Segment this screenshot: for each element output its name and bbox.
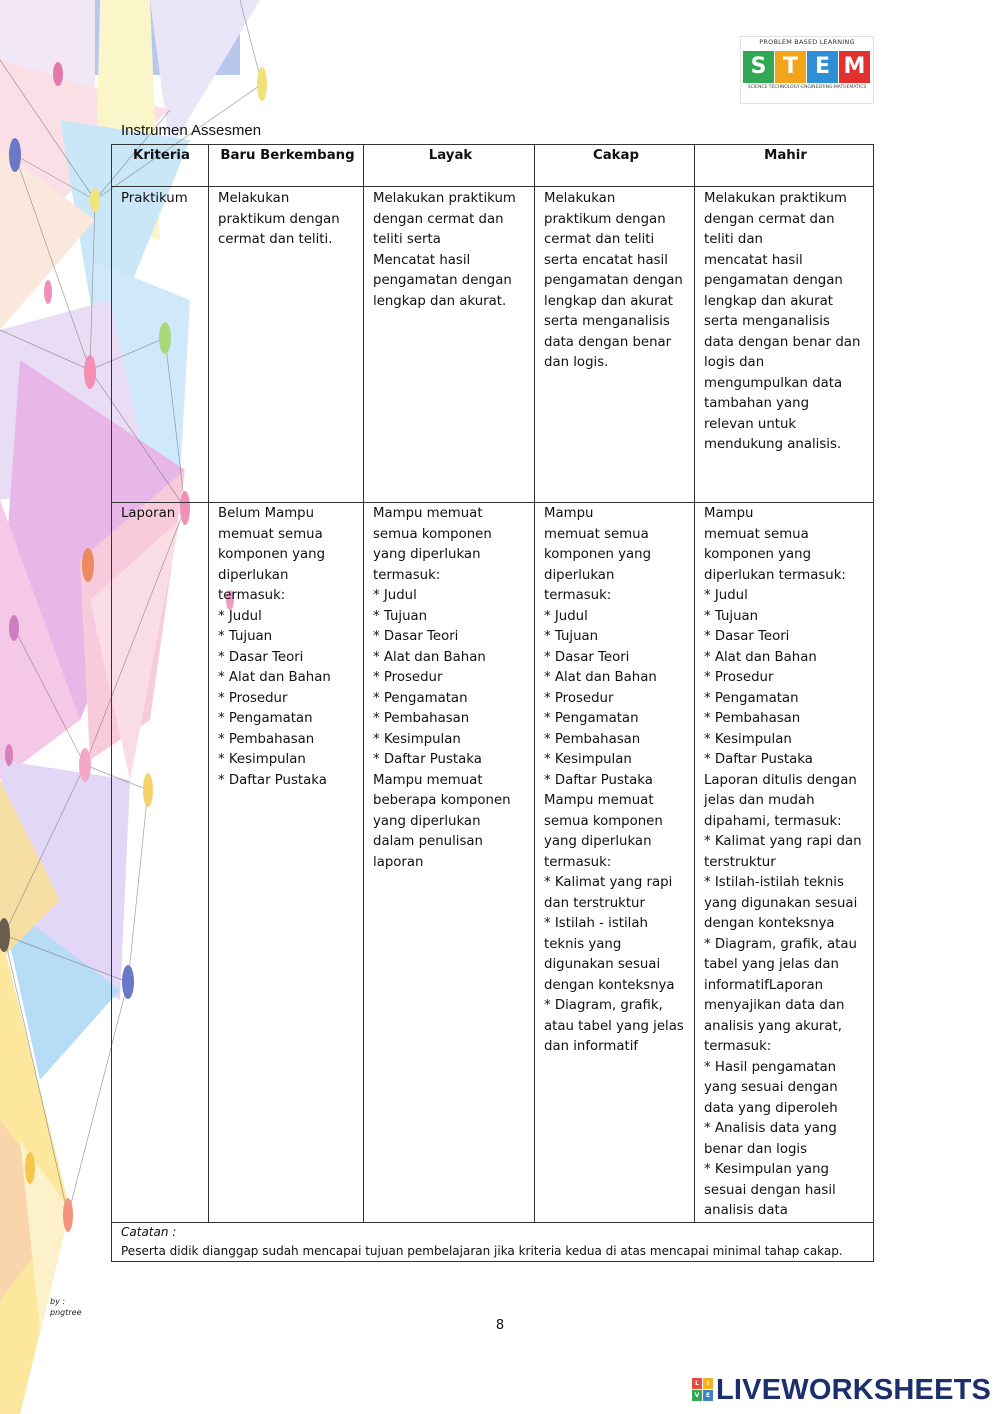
cell-line: * Tujuan xyxy=(704,608,759,624)
page-number: 8 xyxy=(495,1318,505,1333)
cell-line: serta encatat hasil xyxy=(544,252,668,268)
cell-line: memuat semua xyxy=(704,526,809,542)
cell-line: digunakan sesuai xyxy=(544,957,661,972)
cell-line: informatifLaporan xyxy=(704,977,824,993)
cell-line: data dengan benar dan xyxy=(704,334,861,350)
cell-line: * Tujuan xyxy=(218,629,273,644)
cell-line: * Pengamatan xyxy=(373,690,468,706)
cell-line: logis dan xyxy=(704,355,765,370)
cell-line: diperlukan xyxy=(544,567,615,583)
cell-line: data dengan benar xyxy=(544,334,672,350)
cell-line: * Dasar Teori xyxy=(373,629,459,644)
cell-line: menyajikan data dan xyxy=(704,998,845,1013)
cell-line: yang diperlukan xyxy=(373,813,481,829)
cell-line: serta menganalisis xyxy=(704,314,830,329)
cell-line: termasuk: xyxy=(373,567,441,583)
cell-line: komponen yang xyxy=(218,547,326,562)
lw-block-l: L xyxy=(692,1378,702,1389)
logo-subtitle: SCIENCE·TECHNOLOGY·ENGINEERING·MATHEMATICS xyxy=(747,85,867,90)
cell-line: * Judul xyxy=(544,608,588,624)
cell-line: * Daftar Pustaka xyxy=(218,772,327,788)
cell-line: * Judul xyxy=(373,588,417,603)
cell-baru-berkembang xyxy=(209,187,364,503)
header-mahir: Mahir xyxy=(695,145,874,187)
cell-line: diperlukan termasuk: xyxy=(704,567,846,583)
cell-line: Mencatat hasil xyxy=(373,252,471,268)
cell-line: cermat dan teliti. xyxy=(218,232,333,247)
cell-line: benar dan logis xyxy=(704,1141,808,1157)
cell-line: * Kesimpulan xyxy=(704,731,792,747)
cell-baru-berkembang xyxy=(209,503,364,1223)
credit-by: by : xyxy=(50,1297,66,1306)
cell-line: termasuk: xyxy=(704,1039,772,1054)
cell-line: Melakukan xyxy=(544,191,616,206)
cell-line: dipahami, termasuk: xyxy=(704,813,842,829)
image-credit xyxy=(50,1296,82,1318)
cell-line: * Kalimat yang rapi xyxy=(544,875,673,890)
cell-line: yang digunakan sesuai xyxy=(704,895,858,911)
cell-line: termasuk: xyxy=(218,588,286,603)
cell-layak xyxy=(364,503,535,1223)
cell-line: serta menganalisis xyxy=(544,314,670,329)
cell-line: beberapa komponen xyxy=(373,793,511,808)
logo-letter-e: E xyxy=(807,51,838,83)
cell-line: diperlukan xyxy=(218,567,289,583)
cell-line: * Pengamatan xyxy=(704,690,799,706)
cell-line: laporan xyxy=(373,854,424,870)
cell-line: teliti serta xyxy=(373,232,441,247)
note-cell xyxy=(112,1222,874,1261)
cell-line: dengan cermat dan xyxy=(373,211,504,227)
lw-block-i: I xyxy=(703,1378,713,1389)
cell-line: lengkap dan akurat xyxy=(544,293,673,309)
cell-line: * Alat dan Bahan xyxy=(544,670,657,685)
cell-line: termasuk: xyxy=(544,854,612,870)
cell-layak xyxy=(364,187,535,503)
cell-line: yang sesuai dengan xyxy=(704,1080,838,1095)
table-header-row xyxy=(112,145,874,187)
header-cakap: Cakap xyxy=(535,145,695,187)
cell-line: komponen yang xyxy=(544,547,652,562)
cell-line: memuat semua xyxy=(544,526,649,542)
cell-line: Belum Mampu xyxy=(218,506,315,521)
logo-letter-m: M xyxy=(839,51,870,83)
cell-line: atau tabel yang jelas xyxy=(544,1018,684,1034)
cell-line: Laporan ditulis dengan xyxy=(704,772,857,788)
cell-line: tabel yang jelas dan xyxy=(704,957,839,972)
cell-line: * Prosedur xyxy=(218,690,288,706)
cell-line: pengamatan dengan xyxy=(373,273,512,288)
cell-line: yang diperlukan xyxy=(544,834,652,849)
cell-line: analisis data xyxy=(704,1203,788,1218)
cell-line: analisis yang akurat, xyxy=(704,1018,842,1034)
cell-line: * Hasil pengamatan xyxy=(704,1059,837,1075)
cell-line: * Prosedur xyxy=(544,690,614,706)
cell-line: mencatat hasil xyxy=(704,252,803,268)
table-row-laporan xyxy=(112,503,874,1223)
cell-line: * Tujuan xyxy=(373,608,428,624)
logo-top-text: PROBLEM BASED LEARNING xyxy=(759,38,855,46)
cell-line: * Pembahasan xyxy=(373,711,470,726)
cell-line: * Diagram, grafik, xyxy=(544,998,663,1013)
cell-line: Mampu memuat xyxy=(373,506,483,521)
cell-line: * Analisis data yang xyxy=(704,1121,837,1136)
page-heading: Instrumen Assesmen xyxy=(121,122,262,139)
cell-line: praktikum dengan xyxy=(218,211,340,227)
cell-cakap xyxy=(535,187,695,503)
cell-line: sesuai dengan hasil xyxy=(704,1182,836,1198)
cell-line: * Dasar Teori xyxy=(218,649,304,665)
cell-line: * Diagram, grafik, atau xyxy=(704,936,857,952)
cell-line: semua komponen xyxy=(544,813,663,829)
liveworksheets-wordmark: LIVEWORKSHEETS xyxy=(716,1374,992,1406)
cell-line: * Prosedur xyxy=(704,670,774,685)
cell-line: dan informatif xyxy=(544,1039,639,1054)
cell-line: * Judul xyxy=(218,608,262,624)
cell-line: Mampu xyxy=(704,506,754,521)
cell-line: teliti dan xyxy=(704,232,763,247)
cell-line: terstruktur xyxy=(704,854,776,870)
cell-line: * Kesimpulan xyxy=(373,731,461,747)
cell-line: dengan konteksnya xyxy=(704,916,835,931)
cell-line: semua komponen xyxy=(373,526,492,542)
header-layak: Layak xyxy=(364,145,535,187)
cell-line: yang diperlukan xyxy=(373,547,481,562)
cell-line: * Pembahasan xyxy=(544,731,641,747)
cell-line: Melakukan praktikum xyxy=(373,191,516,206)
cell-line: * Istilah-istilah teknis xyxy=(704,875,844,890)
cell-line: pengamatan dengan xyxy=(704,273,843,288)
cell-cakap xyxy=(535,503,695,1223)
cell-line: cermat dan teliti xyxy=(544,232,655,247)
cell-line: * Kesimpulan xyxy=(218,752,306,767)
cell-line: pengamatan dengan xyxy=(544,273,683,288)
cell-line: praktikum dengan xyxy=(544,211,666,227)
cell-line: tambahan yang xyxy=(704,396,810,411)
credit-source: pngtree xyxy=(50,1308,82,1317)
cell-line: * Dasar Teori xyxy=(704,629,790,644)
note-row xyxy=(112,1222,874,1261)
lw-block-e: E xyxy=(703,1390,713,1401)
note-label: Catatan : xyxy=(121,1224,177,1239)
cell-line: * Kalimat yang rapi dan xyxy=(704,834,862,849)
cell-line: Melakukan xyxy=(218,191,290,206)
cell-line: * Dasar Teori xyxy=(544,649,630,665)
logo-tiles xyxy=(743,51,871,83)
cell-line: Mampu xyxy=(544,506,594,521)
cell-line: * Prosedur xyxy=(373,670,443,685)
header-kriteria: Kriteria xyxy=(112,145,209,187)
cell-line: mengumpulkan data xyxy=(704,375,843,391)
cell-line: * Pengamatan xyxy=(544,711,639,726)
cell-line: komponen yang xyxy=(704,547,812,562)
criterion-cell: Laporan xyxy=(112,503,209,1223)
cell-line: mendukung analisis. xyxy=(704,437,842,452)
cell-line: Mampu memuat xyxy=(373,772,483,788)
note-text: Peserta didik dianggap sudah mencapai tujuan pembelajaran jika kriteria kedua di atas mencapai minimal tahap cakap. xyxy=(121,1243,843,1258)
cell-line: teknis yang xyxy=(544,936,622,952)
cell-line: Melakukan praktikum xyxy=(704,191,847,206)
cell-line: jelas dan mudah xyxy=(704,793,815,808)
cell-line: dengan konteksnya xyxy=(544,977,675,993)
cell-line: * Kesimpulan yang xyxy=(704,1162,829,1177)
cell-line: relevan untuk xyxy=(704,416,797,432)
cell-line: * Kesimpulan xyxy=(544,752,632,767)
table-row-praktikum xyxy=(112,187,874,503)
cell-line: * Tujuan xyxy=(544,629,599,644)
cell-line: * Istilah - istilah xyxy=(544,916,648,931)
lw-block-v: V xyxy=(692,1390,702,1401)
assessment-rubric-table xyxy=(111,144,874,1262)
cell-line: termasuk: xyxy=(544,588,612,603)
cell-line: * Alat dan Bahan xyxy=(218,670,331,685)
liveworksheets-logo-icon xyxy=(692,1378,714,1402)
logo-letter-t: T xyxy=(775,51,806,83)
cell-mahir xyxy=(695,503,874,1223)
cell-line: data yang diperoleh xyxy=(704,1100,838,1116)
cell-line: * Alat dan Bahan xyxy=(373,649,486,665)
stem-logo xyxy=(740,36,874,104)
cell-line: * Judul xyxy=(704,588,748,603)
cell-line: * Daftar Pustaka xyxy=(544,772,653,788)
cell-mahir xyxy=(695,187,874,503)
cell-line: * Alat dan Bahan xyxy=(704,649,817,665)
cell-line: * Daftar Pustaka xyxy=(373,752,482,767)
header-baru-berkembang: Baru Berkembang xyxy=(209,145,364,187)
cell-line: Mampu memuat xyxy=(544,793,654,808)
cell-line: * Daftar Pustaka xyxy=(704,752,813,767)
criterion-cell: Praktikum xyxy=(112,187,209,503)
cell-line: dan logis. xyxy=(544,355,609,370)
cell-line: dengan cermat dan xyxy=(704,211,835,227)
cell-line: dalam penulisan xyxy=(373,834,483,849)
cell-line: * Pengamatan xyxy=(218,711,313,726)
logo-letter-s: S xyxy=(743,51,774,83)
cell-line: dan terstruktur xyxy=(544,895,645,911)
cell-line: * Pembahasan xyxy=(704,711,801,726)
cell-line: memuat semua xyxy=(218,526,323,542)
cell-line: lengkap dan akurat xyxy=(704,293,833,309)
cell-line: lengkap dan akurat. xyxy=(373,293,507,309)
cell-line: * Pembahasan xyxy=(218,731,315,747)
